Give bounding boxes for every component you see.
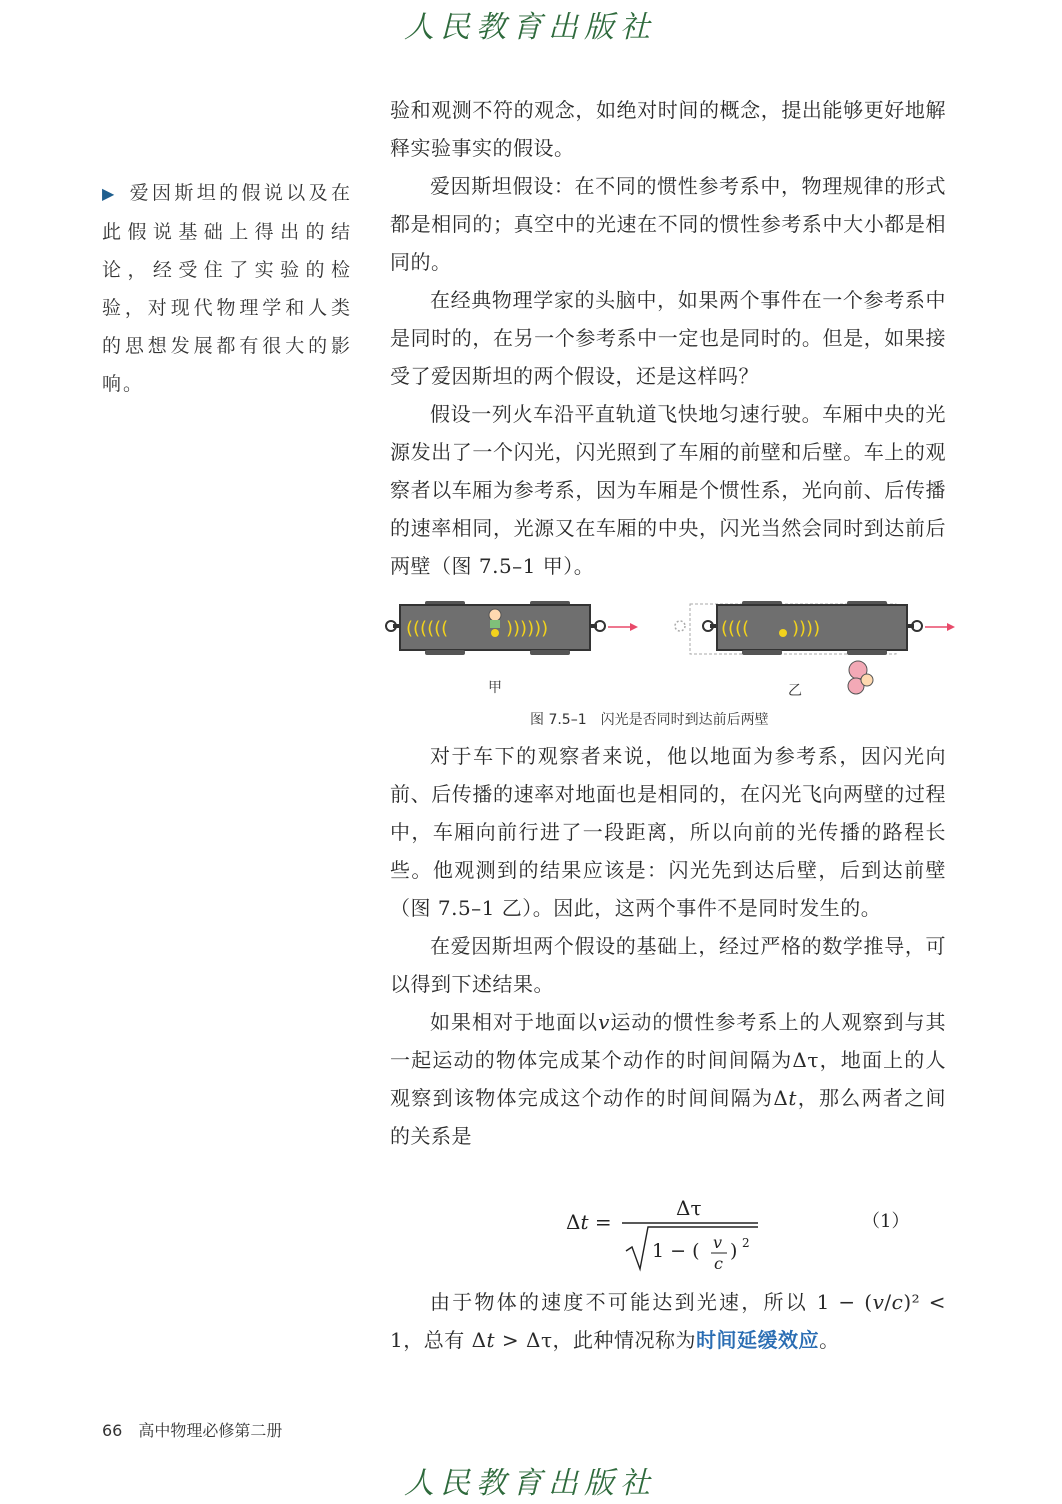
figure-caption: 图 7.5–1 闪光是否同时到达前后两壁	[530, 712, 769, 728]
paragraph-3: 在经典物理学家的头脑中，如果两个事件在一个参考系中是同时的，在另一个参考系中一定也是同时的。但是，如果接受了爱因斯坦的两个假设，还是这样吗？	[390, 288, 946, 388]
margin-note	[102, 174, 352, 403]
svg-text:)))): ))))	[792, 618, 821, 639]
svg-text:v: v	[713, 1233, 723, 1252]
svg-text:Δt =: Δt =	[566, 1210, 612, 1234]
page-footer	[102, 1418, 282, 1441]
svg-text:((((: ((((	[721, 618, 750, 639]
train-a	[386, 601, 638, 655]
publisher-watermark-bottom: 人民教育出版社	[404, 1466, 656, 1501]
key-term-time-dilation: 时间延缓效应	[696, 1328, 820, 1352]
paragraph-7: 如果相对于地面以v运动的惯性参考系上的人观察到与其一起运动的物体完成某个动作的时间间隔为Δτ，地面上的人观察到该物体完成这个动作的时间间隔为Δt，那么两者之间的关系是	[390, 1010, 946, 1148]
svg-text:)))))): ))))))	[506, 618, 549, 639]
publisher-watermark-top: 人民教育出版社	[404, 10, 656, 45]
paragraph-1: 验和观测不符的观念，如绝对时间的概念，提出能够更好地解释实验事实的假设。	[390, 98, 946, 160]
body-text-middle	[390, 737, 946, 1155]
svg-text:c: c	[714, 1254, 723, 1273]
page-number: 66	[102, 1421, 123, 1440]
time-dilation-formula	[560, 1195, 940, 1275]
body-text-bottom	[390, 1283, 946, 1359]
formula-denominator-prefix: 1 − (	[652, 1240, 700, 1262]
svg-text:2: 2	[742, 1236, 750, 1250]
figure-label-a: 甲	[488, 680, 502, 696]
paragraph-6: 在爱因斯坦两个假设的基础上，经过严格的数学推导，可以得到下述结果。	[390, 934, 946, 996]
body-text-top	[390, 91, 946, 585]
figure-label-b: 乙	[788, 683, 802, 699]
paragraph-5: 对于车下的观察者来说，他以地面为参考系，因闪光向前、后传播的速率对地面也是相同的，在闪光飞向两壁的过程中，车厢向前行进了一段距离，所以向前的光传播的路程长些。他观测到的结果应该是：闪光先到达后壁，后到达前壁（图 7.5–1 乙）。因此，这两个事件不是同时发生的。	[390, 744, 946, 920]
triangle-marker-icon: ▶	[102, 184, 118, 203]
train-b	[675, 601, 955, 694]
paragraph-8: 由于物体的速度不可能达到光速，所以 1 − (v/c)² < 1，总有 Δt > Δτ，此种情况称为时间延缓效应。	[390, 1290, 946, 1352]
svg-text:((((((: ((((((	[406, 618, 449, 639]
margin-note-text: 爱因斯坦的假说以及在此假说基础上得出的结论，经受住了实验的检验，对现代物理学和人类的思想发展都有很大的影响。	[102, 182, 352, 395]
svg-text:): )	[730, 1240, 738, 1262]
paragraph-4: 假设一列火车沿平直轨道飞快地匀速行驶。车厢中央的光源发出了一个闪光，闪光照到了车厢的前壁和后壁。车上的观察者以车厢为参考系，因为车厢是个惯性系，光向前、后传播的速率相同，光源又在车厢的中央，闪光当然会同时到达前后两壁（图 7.5–1 甲）。	[390, 402, 946, 578]
equation-number: （1）	[862, 1211, 910, 1232]
paragraph-2: 爱因斯坦假设：在不同的惯性参考系中，物理规律的形式都是相同的；真空中的光速在不同的惯性参考系中大小都是相同的。	[390, 174, 946, 274]
formula-numerator: Δτ	[676, 1196, 702, 1220]
book-title: 高中物理必修第二册	[138, 1421, 283, 1440]
